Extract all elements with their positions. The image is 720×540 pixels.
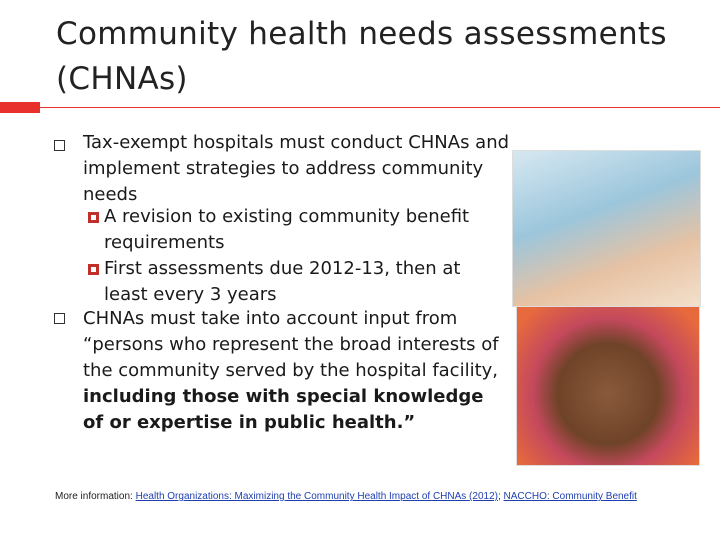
bullet-2-text <box>83 306 503 436</box>
accent-bar <box>0 102 40 113</box>
square-bullet-icon <box>54 140 65 151</box>
footer-references <box>55 490 695 504</box>
square-bullet-icon <box>54 313 65 324</box>
slide-title: Community health needs assessments (CHNAs) <box>56 16 667 97</box>
sub-bullet-icon <box>88 212 99 223</box>
title-rule <box>40 107 720 108</box>
bullet-2-bold: including those with special knowledge of or expertise in public health.” <box>83 386 484 433</box>
sub-bullet-1-text: A revision to existing community benefit requirements <box>104 206 470 253</box>
sub-bullet-icon <box>88 264 99 275</box>
bullet-2-plain: CHNAs must take into account input from “persons who represent the broad interests of the community served by the hospital facility, <box>83 308 499 381</box>
naccho-link[interactable]: NACCHO: Community Benefit <box>503 491 637 502</box>
bullet-1-text: Tax-exempt hospitals must conduct CHNAs and implement strategies to address community needs <box>83 132 510 205</box>
footer-separator: ; <box>497 491 504 502</box>
sub-bullet-2-text: First assessments due 2012-13, then at least every 3 years <box>104 258 461 305</box>
seniors-dining-photo <box>512 150 701 307</box>
chna-report-link[interactable]: Health Organizations: Maximizing the Community Health Impact of CHNAs (2012) <box>135 491 498 502</box>
footer-prefix: More information: <box>55 491 136 502</box>
girl-cowboy-hat-photo <box>516 306 700 466</box>
